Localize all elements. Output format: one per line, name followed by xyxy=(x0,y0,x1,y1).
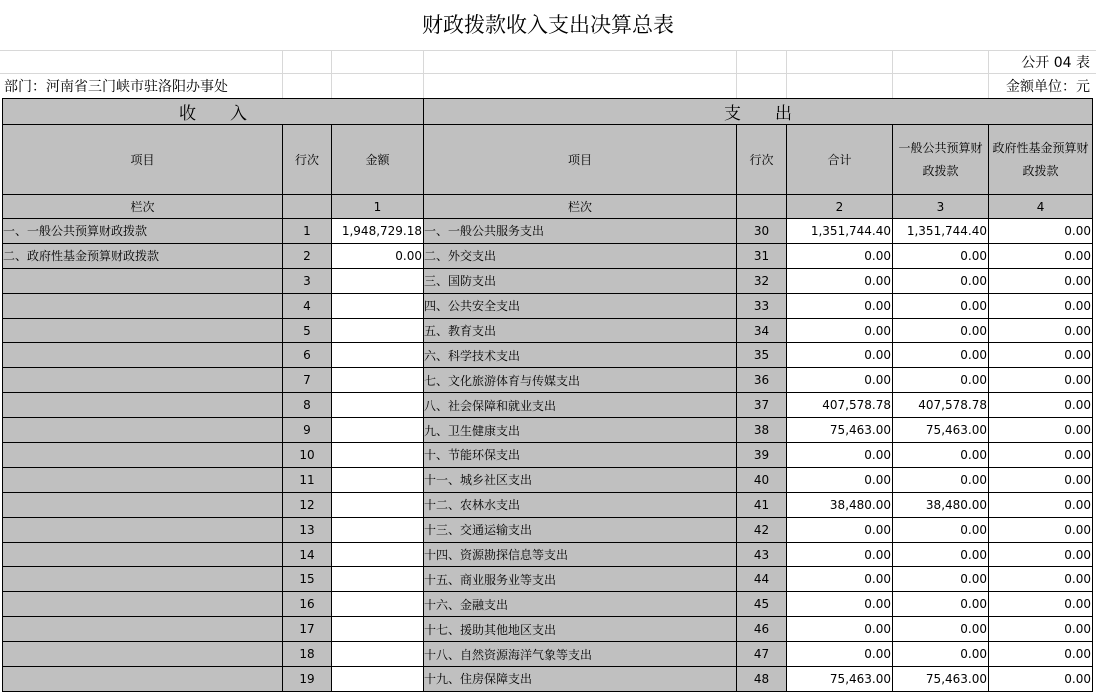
fund-budget-cell: 0.00 xyxy=(989,642,1093,667)
table-row xyxy=(3,492,1093,517)
gridline xyxy=(331,50,332,98)
income-item-cell xyxy=(3,642,283,667)
expense-item-cell: 七、文化旅游体育与传媒支出 xyxy=(424,368,737,393)
total-header: 合计 xyxy=(787,125,893,195)
income-amount-cell xyxy=(332,418,424,443)
expense-item-cell: 十七、援助其他地区支出 xyxy=(424,617,737,642)
total-cell: 0.00 xyxy=(787,467,893,492)
expense-rowno-cell: 36 xyxy=(737,368,787,393)
department-label: 部门：河南省三门峡市驻洛阳办事处 xyxy=(4,79,228,95)
expense-item-cell: 八、社会保障和就业支出 xyxy=(424,393,737,418)
gridline xyxy=(786,50,787,98)
fund-budget-cell: 0.00 xyxy=(989,467,1093,492)
expense-rowno-cell: 37 xyxy=(737,393,787,418)
column-blank xyxy=(283,195,332,219)
general-budget-cell: 0.00 xyxy=(893,517,989,542)
income-amount-cell xyxy=(332,318,424,343)
fund-budget-cell: 0.00 xyxy=(989,243,1093,268)
table-row xyxy=(3,368,1093,393)
column-number: 2 xyxy=(787,195,893,219)
income-item-cell xyxy=(3,667,283,692)
fund-budget-cell: 0.00 xyxy=(989,293,1093,318)
income-item-cell xyxy=(3,393,283,418)
general-budget-cell: 0.00 xyxy=(893,318,989,343)
income-item-cell xyxy=(3,542,283,567)
total-cell: 0.00 xyxy=(787,642,893,667)
table-row xyxy=(3,268,1093,293)
total-cell: 0.00 xyxy=(787,343,893,368)
income-amount-cell xyxy=(332,492,424,517)
income-amount-cell xyxy=(332,617,424,642)
general-budget-cell: 0.00 xyxy=(893,268,989,293)
income-amount-cell xyxy=(332,517,424,542)
income-amount-cell: 1,948,729.18 xyxy=(332,219,424,244)
income-item-cell: 一、一般公共预算财政拨款 xyxy=(3,219,283,244)
income-header: 收 入 xyxy=(3,99,424,125)
fund-budget-cell: 0.00 xyxy=(989,268,1093,293)
income-amount-cell xyxy=(332,542,424,567)
expense-rowno-cell: 34 xyxy=(737,318,787,343)
expense-rowno-cell: 38 xyxy=(737,418,787,443)
fund-budget-cell: 0.00 xyxy=(989,343,1093,368)
fund-budget-cell: 0.00 xyxy=(989,542,1093,567)
general-budget-cell: 0.00 xyxy=(893,542,989,567)
expense-item-cell: 十四、资源勘探信息等支出 xyxy=(424,542,737,567)
expense-header: 支 出 xyxy=(424,99,1093,125)
general-budget-cell: 0.00 xyxy=(893,642,989,667)
fund-budget-cell: 0.00 xyxy=(989,517,1093,542)
table-row xyxy=(3,567,1093,592)
expense-item-cell: 十二、农林水支出 xyxy=(424,492,737,517)
expense-rowno-cell: 30 xyxy=(737,219,787,244)
expense-item-cell: 三、国防支出 xyxy=(424,268,737,293)
income-amount-cell: 0.00 xyxy=(332,243,424,268)
gridline xyxy=(988,50,989,98)
income-item-cell xyxy=(3,492,283,517)
general-budget-cell: 0.00 xyxy=(893,368,989,393)
income-amount-cell xyxy=(332,368,424,393)
expense-item-cell: 十一、城乡社区支出 xyxy=(424,467,737,492)
income-item-cell xyxy=(3,467,283,492)
report-title: 财政拨款收入支出决算总表 xyxy=(422,13,674,37)
income-rowno-cell: 4 xyxy=(283,293,332,318)
table-row xyxy=(3,617,1093,642)
fund-budget-cell: 0.00 xyxy=(989,368,1093,393)
general-budget-cell: 0.00 xyxy=(893,243,989,268)
income-rowno-cell: 17 xyxy=(283,617,332,642)
income-amount-cell xyxy=(332,467,424,492)
total-cell: 407,578.78 xyxy=(787,393,893,418)
table-row xyxy=(3,467,1093,492)
form-number: 公开 04 表 xyxy=(1021,55,1090,71)
expense-rowno-cell: 39 xyxy=(737,443,787,468)
income-item-cell: 二、政府性基金预算财政拨款 xyxy=(3,243,283,268)
general-budget-cell: 0.00 xyxy=(893,617,989,642)
gridline xyxy=(0,73,1096,74)
total-cell: 0.00 xyxy=(787,243,893,268)
table-row xyxy=(3,592,1093,617)
table-row xyxy=(3,318,1093,343)
fund-budget-cell: 0.00 xyxy=(989,418,1093,443)
total-cell: 0.00 xyxy=(787,293,893,318)
income-amount-cell xyxy=(332,592,424,617)
income-item-cell xyxy=(3,293,283,318)
fund-budget-cell: 0.00 xyxy=(989,617,1093,642)
column-label: 栏次 xyxy=(3,195,283,219)
table-row xyxy=(3,243,1093,268)
expense-rowno-cell: 44 xyxy=(737,567,787,592)
total-cell: 1,351,744.40 xyxy=(787,219,893,244)
income-rowno-cell: 5 xyxy=(283,318,332,343)
column-blank xyxy=(737,195,787,219)
expense-item-header: 项目 xyxy=(424,125,737,195)
budget-table xyxy=(2,98,1093,692)
total-cell: 0.00 xyxy=(787,617,893,642)
general-budget-cell: 0.00 xyxy=(893,343,989,368)
expense-item-cell: 五、教育支出 xyxy=(424,318,737,343)
income-rowno-header: 行次 xyxy=(283,125,332,195)
table-row xyxy=(3,667,1093,692)
expense-rowno-header: 行次 xyxy=(737,125,787,195)
income-rowno-cell: 18 xyxy=(283,642,332,667)
income-rowno-cell: 11 xyxy=(283,467,332,492)
expense-rowno-cell: 33 xyxy=(737,293,787,318)
income-item-cell xyxy=(3,368,283,393)
total-cell: 0.00 xyxy=(787,368,893,393)
expense-item-cell: 十三、交通运输支出 xyxy=(424,517,737,542)
expense-rowno-cell: 42 xyxy=(737,517,787,542)
expense-item-cell: 十九、住房保障支出 xyxy=(424,667,737,692)
general-budget-cell: 1,351,744.40 xyxy=(893,219,989,244)
income-amount-header: 金额 xyxy=(332,125,424,195)
total-cell: 0.00 xyxy=(787,567,893,592)
total-cell: 75,463.00 xyxy=(787,667,893,692)
expense-item-cell: 四、公共安全支出 xyxy=(424,293,737,318)
expense-rowno-cell: 48 xyxy=(737,667,787,692)
expense-item-cell: 十八、自然资源海洋气象等支出 xyxy=(424,642,737,667)
general-budget-cell: 407,578.78 xyxy=(893,393,989,418)
fund-budget-cell: 0.00 xyxy=(989,592,1093,617)
expense-item-cell: 一、一般公共服务支出 xyxy=(424,219,737,244)
income-item-cell xyxy=(3,567,283,592)
income-amount-cell xyxy=(332,343,424,368)
income-amount-cell xyxy=(332,642,424,667)
table-row xyxy=(3,443,1093,468)
total-cell: 0.00 xyxy=(787,443,893,468)
income-item-cell xyxy=(3,517,283,542)
income-rowno-cell: 19 xyxy=(283,667,332,692)
expense-rowno-cell: 32 xyxy=(737,268,787,293)
total-cell: 75,463.00 xyxy=(787,418,893,443)
general-budget-cell: 0.00 xyxy=(893,443,989,468)
income-item-cell xyxy=(3,443,283,468)
expense-item-cell: 十五、商业服务业等支出 xyxy=(424,567,737,592)
expense-rowno-cell: 43 xyxy=(737,542,787,567)
gridline xyxy=(282,50,283,98)
income-amount-cell xyxy=(332,293,424,318)
fund-budget-header: 政府性基金预算财政拨款 xyxy=(989,125,1093,195)
income-item-cell xyxy=(3,318,283,343)
general-budget-cell: 0.00 xyxy=(893,293,989,318)
income-rowno-cell: 9 xyxy=(283,418,332,443)
expense-rowno-cell: 46 xyxy=(737,617,787,642)
expense-item-cell: 二、外交支出 xyxy=(424,243,737,268)
table-row xyxy=(3,418,1093,443)
expense-item-cell: 九、卫生健康支出 xyxy=(424,418,737,443)
income-amount-cell xyxy=(332,443,424,468)
fund-budget-cell: 0.00 xyxy=(989,667,1093,692)
income-item-cell xyxy=(3,617,283,642)
column-number: 3 xyxy=(893,195,989,219)
income-item-cell xyxy=(3,592,283,617)
expense-rowno-cell: 31 xyxy=(737,243,787,268)
income-rowno-cell: 7 xyxy=(283,368,332,393)
gridline xyxy=(736,50,737,98)
income-rowno-cell: 1 xyxy=(283,219,332,244)
general-budget-cell: 75,463.00 xyxy=(893,418,989,443)
table-row xyxy=(3,517,1093,542)
table-row xyxy=(3,642,1093,667)
income-rowno-cell: 3 xyxy=(283,268,332,293)
general-budget-header: 一般公共预算财政拨款 xyxy=(893,125,989,195)
gridline xyxy=(423,50,424,98)
expense-rowno-cell: 41 xyxy=(737,492,787,517)
total-cell: 0.00 xyxy=(787,592,893,617)
column-number: 4 xyxy=(989,195,1093,219)
income-amount-cell xyxy=(332,667,424,692)
income-rowno-cell: 13 xyxy=(283,517,332,542)
expense-item-cell: 十、节能环保支出 xyxy=(424,443,737,468)
expense-rowno-cell: 45 xyxy=(737,592,787,617)
fund-budget-cell: 0.00 xyxy=(989,393,1093,418)
income-rowno-cell: 15 xyxy=(283,567,332,592)
fund-budget-cell: 0.00 xyxy=(989,492,1093,517)
amount-unit-label: 金额单位：元 xyxy=(1006,79,1090,95)
column-number: 1 xyxy=(332,195,424,219)
income-amount-cell xyxy=(332,268,424,293)
income-amount-cell xyxy=(332,393,424,418)
general-budget-cell: 75,463.00 xyxy=(893,667,989,692)
total-cell: 0.00 xyxy=(787,318,893,343)
income-rowno-cell: 6 xyxy=(283,343,332,368)
expense-item-cell: 六、科学技术支出 xyxy=(424,343,737,368)
table-row xyxy=(3,393,1093,418)
fund-budget-cell: 0.00 xyxy=(989,443,1093,468)
income-rowno-cell: 14 xyxy=(283,542,332,567)
income-rowno-cell: 16 xyxy=(283,592,332,617)
income-rowno-cell: 2 xyxy=(283,243,332,268)
income-rowno-cell: 12 xyxy=(283,492,332,517)
total-cell: 0.00 xyxy=(787,542,893,567)
income-rowno-cell: 8 xyxy=(283,393,332,418)
expense-rowno-cell: 35 xyxy=(737,343,787,368)
income-item-cell xyxy=(3,268,283,293)
general-budget-cell: 0.00 xyxy=(893,467,989,492)
income-item-cell xyxy=(3,343,283,368)
table-row xyxy=(3,219,1093,244)
fund-budget-cell: 0.00 xyxy=(989,567,1093,592)
total-cell: 0.00 xyxy=(787,517,893,542)
income-amount-cell xyxy=(332,567,424,592)
gridline xyxy=(892,50,893,98)
income-item-cell xyxy=(3,418,283,443)
general-budget-cell: 38,480.00 xyxy=(893,492,989,517)
fund-budget-cell: 0.00 xyxy=(989,219,1093,244)
gridline xyxy=(0,50,1096,51)
table-row xyxy=(3,293,1093,318)
total-cell: 38,480.00 xyxy=(787,492,893,517)
expense-rowno-cell: 47 xyxy=(737,642,787,667)
table-row xyxy=(3,542,1093,567)
general-budget-cell: 0.00 xyxy=(893,592,989,617)
income-item-header: 项目 xyxy=(3,125,283,195)
fund-budget-cell: 0.00 xyxy=(989,318,1093,343)
general-budget-cell: 0.00 xyxy=(893,567,989,592)
expense-item-cell: 十六、金融支出 xyxy=(424,592,737,617)
column-label: 栏次 xyxy=(424,195,737,219)
table-row xyxy=(3,343,1093,368)
expense-rowno-cell: 40 xyxy=(737,467,787,492)
total-cell: 0.00 xyxy=(787,268,893,293)
income-rowno-cell: 10 xyxy=(283,443,332,468)
